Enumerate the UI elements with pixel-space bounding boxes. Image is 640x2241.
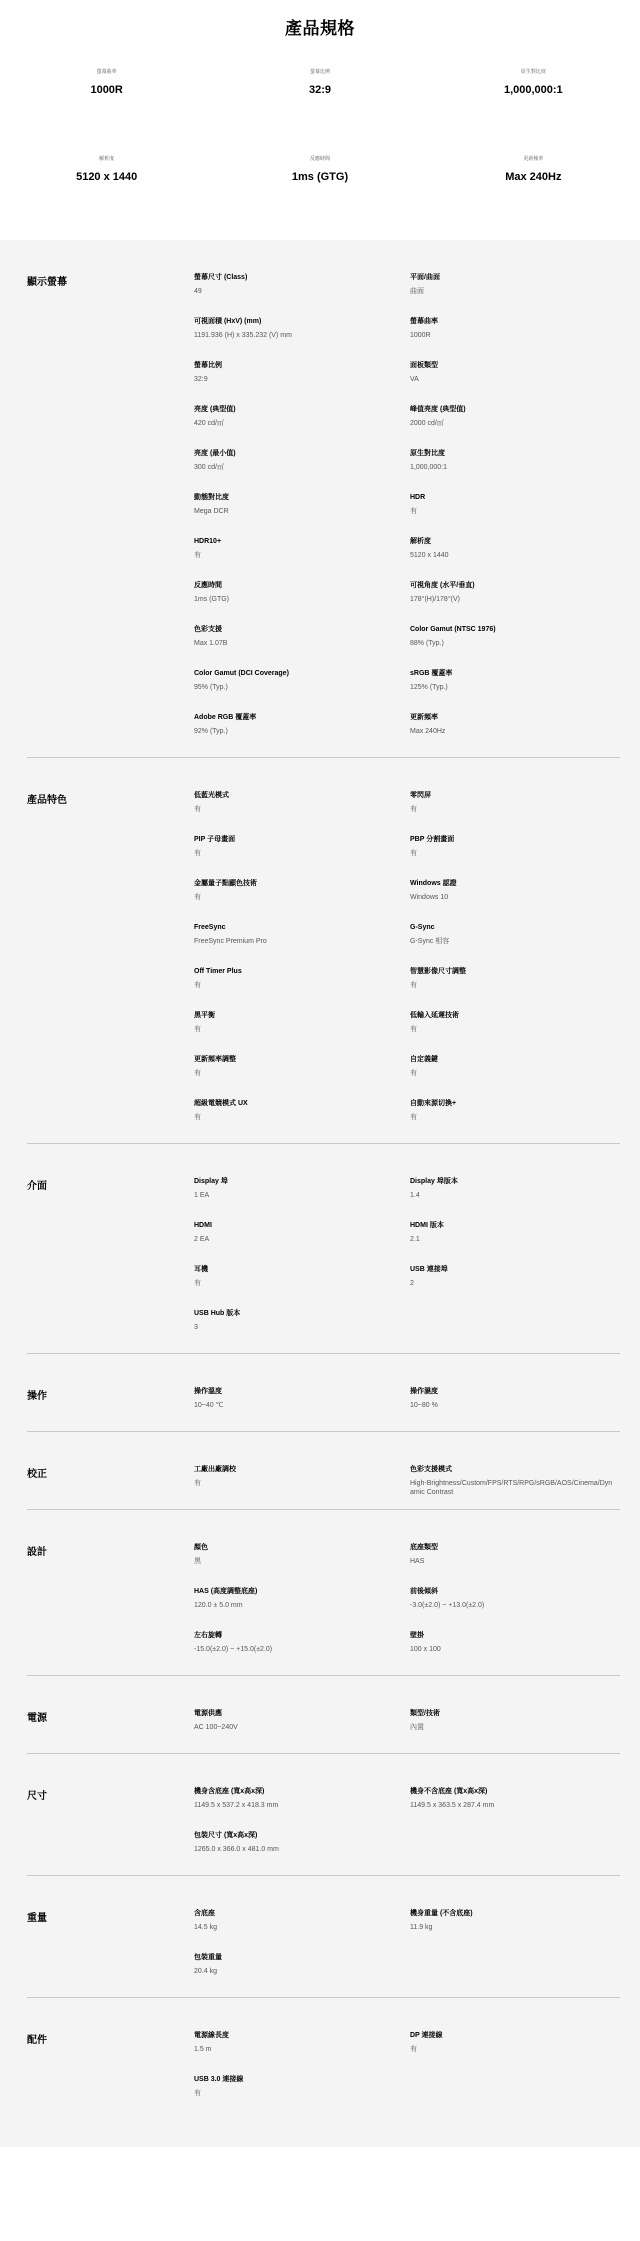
spec-name: USB 連接埠 (410, 1266, 448, 1273)
spec-name: 面板類型 (410, 362, 438, 369)
spec-item (194, 669, 410, 713)
spec-item (410, 1787, 620, 1831)
spec-value: 內置 (410, 1724, 424, 1731)
spec-name: 操作濕度 (410, 1388, 438, 1395)
spec-name: 可視角度 (水平/垂直) (410, 582, 475, 589)
section-spec-grid (194, 758, 620, 1143)
spec-section (27, 1510, 620, 1676)
spec-value: 5120 x 1440 (410, 552, 449, 559)
spec-name: 壁掛 (410, 1632, 424, 1639)
spec-value: 有 (194, 1070, 201, 1077)
spec-table (0, 240, 640, 2147)
spec-name: 低藍光模式 (194, 792, 229, 799)
spec-value: Windows 10 (410, 894, 449, 901)
spec-item (410, 791, 620, 835)
spec-name: 機身重量 (不含底座) (410, 1910, 473, 1917)
key-spec-item (213, 66, 426, 153)
spec-name: 顏色 (194, 1544, 208, 1551)
spec-value: 14.5 kg (194, 1924, 217, 1931)
spec-value: 有 (194, 1026, 201, 1033)
spec-value: VA (410, 376, 419, 383)
section-title: 校正 (27, 1469, 47, 1480)
section-spec-grid (194, 240, 620, 757)
spec-name: 操作溫度 (194, 1388, 222, 1395)
spec-name: Off Timer Plus (194, 968, 242, 975)
spec-item (194, 1465, 410, 1509)
spec-name: HDMI (194, 1222, 212, 1229)
spec-item (194, 791, 410, 835)
spec-value: 2.1 (410, 1236, 420, 1243)
spec-section (27, 1998, 620, 2119)
section-spec-grid (194, 1354, 620, 1431)
spec-item (194, 1309, 410, 1353)
section-spec-grid (194, 1876, 620, 1997)
spec-value: High-Brightness/Custom/FPS/RTS/RPG/sRGB/AOS/Cinema/Dynamic Contrast (410, 1480, 613, 1496)
spec-item (410, 1055, 620, 1099)
spec-value: 有 (194, 1480, 201, 1487)
spec-value: 有 (410, 1114, 417, 1121)
section-title: 電源 (27, 1713, 47, 1724)
spec-value: 有 (194, 1280, 201, 1287)
spec-name: 低輸入延遲技術 (410, 1012, 459, 1019)
spec-value: FreeSync Premium Pro (194, 938, 267, 945)
spec-item (194, 317, 410, 361)
spec-name: 智慧影像尺寸調整 (410, 968, 466, 975)
spec-name: 平面/曲面 (410, 274, 440, 281)
spec-section (27, 1432, 620, 1510)
spec-value: 10~40 ℃ (194, 1402, 224, 1409)
spec-item (194, 1587, 410, 1631)
spec-item (410, 1221, 620, 1265)
section-title: 尺寸 (27, 1791, 47, 1802)
spec-item (410, 1177, 620, 1221)
spec-section (27, 1676, 620, 1754)
section-spec-grid (194, 1998, 620, 2119)
spec-name: PIP 子母畫面 (194, 836, 236, 843)
spec-item (194, 1011, 410, 1055)
key-spec-value: 1ms (GTG) (291, 171, 349, 183)
spec-item (410, 1465, 620, 1509)
spec-item (194, 2031, 410, 2075)
spec-value: 92% (Typ.) (194, 728, 228, 735)
spec-name: 自動來源切換+ (410, 1100, 457, 1107)
spec-item (410, 1709, 620, 1753)
spec-value: 1149.5 x 537.2 x 418.3 mm (194, 1802, 279, 1809)
spec-item (194, 273, 410, 317)
spec-name: 機身不含底座 (寬x高x深) (410, 1788, 488, 1795)
spec-item (410, 405, 620, 449)
spec-value: 1ms (GTG) (194, 596, 229, 603)
spec-item (410, 1543, 620, 1587)
key-spec-label: 反應時間 (309, 156, 330, 162)
spec-item (410, 1587, 620, 1631)
spec-name: sRGB 覆蓋率 (410, 670, 453, 677)
spec-value: 120.0 ± 5.0 mm (194, 1602, 243, 1609)
spec-value: 有 (194, 894, 201, 901)
spec-item (194, 2075, 410, 2119)
spec-item (410, 713, 620, 757)
spec-item (194, 1953, 410, 1997)
spec-item (410, 493, 620, 537)
spec-name: 亮度 (最小值) (194, 450, 236, 457)
spec-value: 11.9 kg (410, 1924, 433, 1931)
spec-item (410, 537, 620, 581)
spec-name: 亮度 (典型值) (194, 406, 236, 413)
spec-value: 1.4 (410, 1192, 420, 1199)
spec-item (194, 449, 410, 493)
spec-name: 超級電競模式 UX (194, 1100, 248, 1107)
spec-value: HAS (410, 1558, 425, 1565)
spec-item (410, 2031, 620, 2075)
spec-value: 420 cd/㎡ (194, 420, 224, 427)
spec-name: 色彩支援 (194, 626, 222, 633)
spec-item (194, 713, 410, 757)
spec-name: 螢幕曲率 (410, 318, 438, 325)
spec-value: 有 (410, 806, 417, 813)
key-spec-label: 原生對比度 (520, 69, 546, 75)
spec-name: 更新頻率調整 (194, 1056, 236, 1063)
spec-name: 包裝尺寸 (寬x高x深) (194, 1832, 258, 1839)
section-spec-grid (194, 1432, 620, 1509)
spec-item (194, 1055, 410, 1099)
section-title: 重量 (27, 1913, 47, 1924)
spec-item (410, 967, 620, 1011)
spec-name: 螢幕比例 (194, 362, 222, 369)
spec-section (27, 240, 620, 758)
section-title: 配件 (27, 2035, 47, 2046)
spec-name: 金屬量子點顯色技術 (194, 880, 257, 887)
spec-value: 49 (194, 288, 202, 295)
spec-name: 解析度 (410, 538, 431, 545)
spec-name: HDR10+ (194, 538, 222, 545)
spec-item (410, 1011, 620, 1055)
spec-item (194, 493, 410, 537)
key-spec-item (213, 153, 426, 240)
spec-name: 含底座 (194, 1910, 215, 1917)
spec-value: AC 100~240V (194, 1724, 238, 1731)
section-spec-grid (194, 1510, 620, 1675)
spec-name: G-Sync (410, 924, 435, 931)
spec-item (194, 1387, 410, 1431)
spec-item (410, 1099, 620, 1143)
spec-name: 機身含底座 (寬x高x深) (194, 1788, 265, 1795)
spec-name: 螢幕尺寸 (Class) (194, 274, 248, 281)
spec-value: 1191.936 (H) x 335.232 (V) mm (194, 332, 292, 339)
spec-item (410, 581, 620, 625)
spec-value: 300 cd/㎡ (194, 464, 224, 471)
spec-name: 可視面積 (HxV) (mm) (194, 318, 262, 325)
spec-name: Windows 認證 (410, 880, 457, 887)
spec-value: 有 (410, 2046, 417, 2053)
key-spec-value: Max 240Hz (505, 171, 562, 183)
spec-value: 有 (410, 1026, 417, 1033)
spec-item (410, 923, 620, 967)
page-title: 產品規格 (285, 19, 355, 38)
spec-value: 1 EA (194, 1192, 210, 1199)
spec-value: Max 1.07B (194, 640, 228, 647)
key-specs-highlights (0, 40, 640, 240)
spec-value: 有 (194, 1114, 201, 1121)
spec-name: 工廠出廠調校 (194, 1466, 236, 1473)
spec-name: HDMI 版本 (410, 1222, 444, 1229)
spec-value: 2 (410, 1280, 414, 1287)
section-title: 介面 (27, 1181, 47, 1192)
spec-value: 95% (Typ.) (194, 684, 228, 691)
spec-item (194, 1831, 410, 1875)
key-spec-item (0, 153, 213, 240)
spec-item (410, 449, 620, 493)
spec-value: 3 (194, 1324, 198, 1331)
spec-value: 2 EA (194, 1236, 210, 1243)
spec-name: 電源線長度 (194, 2032, 229, 2039)
spec-value: 1000R (410, 332, 431, 339)
spec-value: 有 (410, 508, 417, 515)
spec-item (194, 405, 410, 449)
spec-item (410, 317, 620, 361)
spec-name: 反應時間 (194, 582, 222, 589)
spec-value: 32:9 (194, 376, 208, 383)
spec-value: Max 240Hz (410, 728, 446, 735)
spec-section (27, 758, 620, 1144)
spec-item (194, 1265, 410, 1309)
spec-name: 類型/技術 (410, 1710, 440, 1717)
spec-value: 曲面 (410, 288, 424, 295)
key-spec-label: 更新頻率 (523, 156, 544, 162)
section-spec-grid (194, 1144, 620, 1353)
spec-name: HAS (高度調整底座) (194, 1588, 258, 1595)
section-title: 操作 (27, 1391, 47, 1402)
key-spec-value: 1,000,000:1 (503, 84, 563, 96)
spec-item (410, 835, 620, 879)
spec-value: 有 (194, 806, 201, 813)
spec-item (194, 1221, 410, 1265)
spec-value: 125% (Typ.) (410, 684, 448, 691)
spec-item (410, 1387, 620, 1431)
spec-value: 1149.5 x 363.5 x 287.4 mm (410, 1802, 495, 1809)
spec-item (410, 273, 620, 317)
spec-name: 動態對比度 (194, 494, 229, 501)
spec-value: 有 (410, 850, 417, 857)
section-spec-grid (194, 1754, 620, 1875)
spec-item (194, 537, 410, 581)
spec-value: 有 (410, 982, 417, 989)
spec-name: DP 連接線 (410, 2032, 443, 2039)
spec-item (194, 625, 410, 669)
key-spec-value: 1000R (90, 84, 123, 96)
spec-name: HDR (410, 494, 426, 501)
spec-value: 有 (194, 552, 201, 559)
spec-name: USB Hub 版本 (194, 1310, 241, 1317)
spec-name: 色彩支援模式 (410, 1466, 452, 1473)
spec-item (194, 361, 410, 405)
key-spec-value: 5120 x 1440 (76, 171, 138, 183)
spec-item (194, 1631, 410, 1675)
spec-name: Color Gamut (NTSC 1976) (410, 626, 496, 633)
key-spec-label: 解析度 (99, 156, 115, 162)
spec-value: G-Sync 相容 (410, 938, 450, 945)
spec-item (410, 361, 620, 405)
spec-item (194, 923, 410, 967)
spec-item (194, 1099, 410, 1143)
spec-section (27, 1144, 620, 1354)
spec-value: 20.4 kg (194, 1968, 217, 1975)
spec-item (194, 1709, 410, 1753)
spec-value: 有 (410, 1070, 417, 1077)
spec-name: 原生對比度 (410, 450, 445, 457)
spec-name: 左右旋轉 (194, 1632, 222, 1639)
spec-value: 有 (194, 2090, 201, 2097)
spec-value: 1.5 m (194, 2046, 212, 2053)
spec-value: 有 (194, 850, 201, 857)
spec-name: 前後傾斜 (410, 1588, 438, 1595)
spec-item (410, 1265, 620, 1309)
key-spec-item (427, 153, 640, 240)
spec-item (410, 669, 620, 713)
spec-value: 1,000,000:1 (410, 464, 447, 471)
spec-item (410, 625, 620, 669)
section-title: 設計 (27, 1547, 47, 1558)
spec-name: 耳機 (194, 1266, 208, 1273)
spec-item (194, 967, 410, 1011)
spec-value: 黑 (194, 1558, 201, 1565)
spec-value: Mega DCR (194, 508, 229, 515)
spec-value: 1265.0 x 366.0 x 481.0 mm (194, 1846, 279, 1853)
spec-value: 100 x 100 (410, 1646, 441, 1653)
spec-name: 更新頻率 (410, 714, 438, 721)
section-spec-grid (194, 1676, 620, 1753)
spec-value: -3.0(±2.0) ~ +13.0(±2.0) (410, 1602, 485, 1609)
spec-section (27, 1754, 620, 1876)
spec-name: 自定義鍵 (410, 1056, 438, 1063)
spec-value: 2000 cd/㎡ (410, 420, 444, 427)
spec-name: 電源供應 (194, 1710, 222, 1717)
spec-name: FreeSync (194, 924, 226, 931)
section-title: 產品特色 (27, 795, 67, 806)
spec-name: Adobe RGB 覆蓋率 (194, 714, 257, 721)
spec-item (194, 581, 410, 625)
spec-name: 底座類型 (410, 1544, 438, 1551)
key-spec-value: 32:9 (308, 84, 331, 96)
spec-item (194, 1543, 410, 1587)
spec-value: -15.0(±2.0) ~ +15.0(±2.0) (194, 1646, 273, 1653)
section-title: 顯示螢幕 (27, 277, 67, 288)
spec-item (194, 1787, 410, 1831)
spec-value: 有 (194, 982, 201, 989)
spec-value: 10~80 % (410, 1402, 438, 1409)
spec-item (194, 879, 410, 923)
spec-name: PBP 分割畫面 (410, 836, 455, 843)
spec-item (410, 879, 620, 923)
spec-section (27, 1876, 620, 1998)
spec-name: USB 3.0 連接線 (194, 2076, 244, 2083)
spec-name: 峰值亮度 (典型值) (410, 406, 466, 413)
spec-value: 178°(H)/178°(V) (410, 596, 460, 603)
spec-name: 黑平衡 (194, 1012, 215, 1019)
spec-name: Color Gamut (DCI Coverage) (194, 670, 289, 677)
key-spec-label: 螢幕比例 (309, 69, 330, 75)
spec-item (410, 1909, 620, 1953)
spec-name: 包裝重量 (194, 1954, 222, 1961)
spec-value: 88% (Typ.) (410, 640, 444, 647)
spec-name: 零閃屏 (410, 792, 431, 799)
key-spec-label: 螢幕曲率 (96, 69, 117, 75)
spec-item (194, 835, 410, 879)
spec-item (194, 1177, 410, 1221)
key-spec-item (0, 66, 213, 153)
spec-item (194, 1909, 410, 1953)
key-spec-item (427, 66, 640, 153)
spec-item (410, 1631, 620, 1675)
spec-section (27, 1354, 620, 1432)
spec-name: Display 埠 (194, 1178, 228, 1185)
spec-name: Display 埠版本 (410, 1178, 458, 1185)
